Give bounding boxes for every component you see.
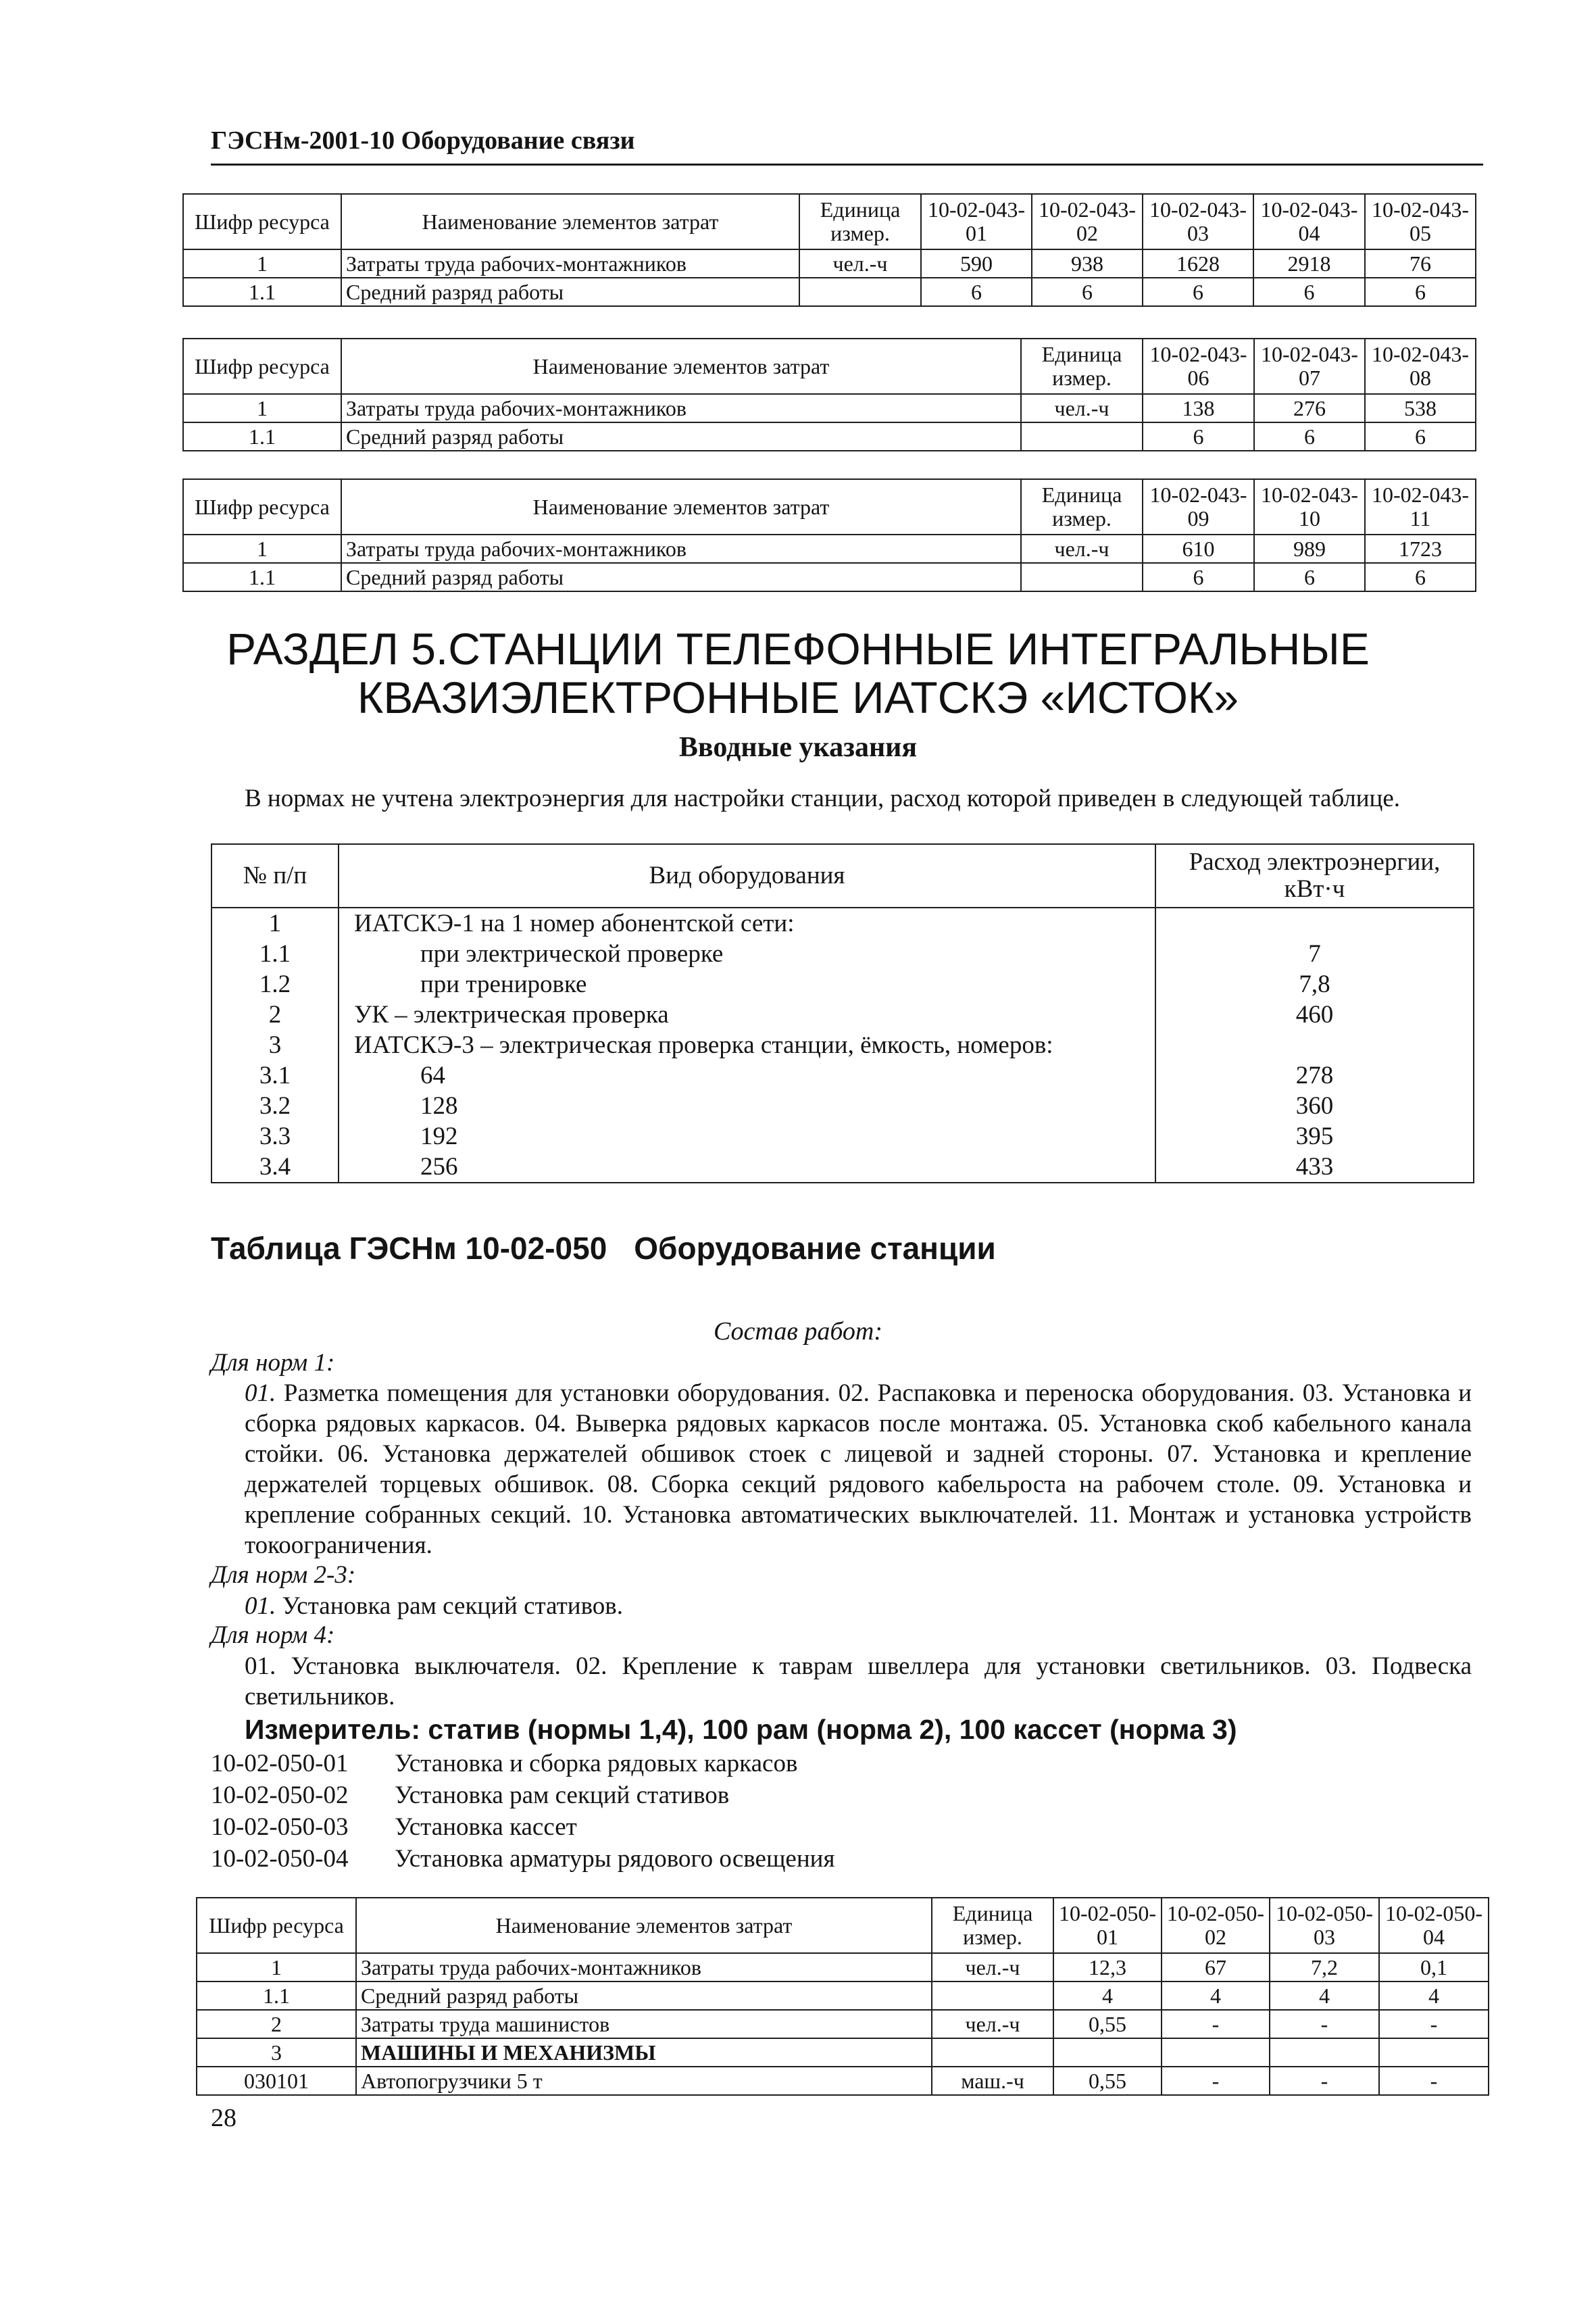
row-value: 610 bbox=[1143, 535, 1254, 563]
row-unit bbox=[932, 1981, 1053, 2010]
row-value: 0,55 bbox=[1053, 2010, 1162, 2038]
table-title-name: Оборудование станции bbox=[634, 1231, 996, 1266]
row-name: при тренировке bbox=[339, 969, 1155, 1000]
row-value: 6 bbox=[1143, 563, 1254, 591]
norm-code-text: Установка рам секций стативов bbox=[395, 1781, 730, 1809]
table-row bbox=[197, 1981, 1489, 2010]
row-value: - bbox=[1270, 2067, 1379, 2095]
header-column: 10-02-043-10 bbox=[1254, 479, 1365, 535]
row-value: 7,2 bbox=[1270, 1953, 1379, 1981]
row-name: Затраты труда машинистов bbox=[356, 2010, 932, 2038]
row-value: - bbox=[1162, 2010, 1270, 2038]
row-value: 6 bbox=[1032, 278, 1143, 306]
row-num: 2 bbox=[211, 1000, 339, 1030]
table-row bbox=[211, 1091, 1474, 1121]
row-value: 2918 bbox=[1253, 249, 1365, 278]
row-value: 6 bbox=[1365, 278, 1476, 306]
norm-group-first-num: 01. bbox=[245, 1592, 276, 1620]
norm-code-text: Установка арматуры рядового освещения bbox=[395, 1845, 835, 1873]
header-column: 10-02-043-06 bbox=[1143, 339, 1254, 394]
row-value: 7,8 bbox=[1155, 969, 1474, 1000]
header-column: 10-02-043-11 bbox=[1365, 479, 1476, 535]
row-num: 3 bbox=[211, 1030, 339, 1060]
row-unit: маш.-ч bbox=[932, 2067, 1053, 2095]
header-column: 10-02-050-03 bbox=[1270, 1898, 1379, 1953]
header-code: Шифр ресурса bbox=[183, 194, 341, 249]
row-name: МАШИНЫ И МЕХАНИЗМЫ bbox=[356, 2038, 932, 2067]
row-code: 2 bbox=[197, 2010, 356, 2038]
row-name: Затраты труда рабочих-монтажников bbox=[356, 1953, 932, 1981]
norm-code: 10-02-050-03 bbox=[211, 1813, 349, 1841]
header-consumption: Расход электроэнергии, кВт·ч bbox=[1155, 844, 1474, 908]
row-value: 6 bbox=[1365, 563, 1476, 591]
row-value: 6 bbox=[1143, 278, 1253, 306]
meter-line: Измеритель: статив (нормы 1,4), 100 рам (норма 2), 100 кассет (норма 3) bbox=[245, 1714, 1237, 1745]
row-value: 6 bbox=[1143, 422, 1254, 451]
header-code: Шифр ресурса bbox=[183, 339, 341, 394]
table-row bbox=[211, 908, 1474, 939]
row-name: 192 bbox=[339, 1121, 1155, 1152]
header-column: 10-02-043-05 bbox=[1365, 194, 1476, 249]
header-column: 10-02-043-07 bbox=[1254, 339, 1365, 394]
row-num: 1.2 bbox=[211, 969, 339, 1000]
row-value bbox=[1155, 1030, 1474, 1060]
row-value bbox=[1053, 2038, 1162, 2067]
table-row bbox=[183, 535, 1476, 563]
table-row bbox=[211, 1152, 1474, 1183]
row-value: 989 bbox=[1254, 535, 1365, 563]
norm-group-text bbox=[245, 1591, 1472, 1621]
row-unit: чел.-ч bbox=[932, 2010, 1053, 2038]
work-composition-title: Состав работ: bbox=[713, 1317, 883, 1346]
row-code: 1.1 bbox=[183, 563, 341, 591]
table-row bbox=[211, 969, 1474, 1000]
table-row bbox=[183, 278, 1476, 306]
table-row bbox=[211, 1121, 1474, 1152]
row-name: ИАТСКЭ-3 – электрическая проверка станции, ёмкость, номеров: bbox=[339, 1030, 1155, 1060]
section-title bbox=[0, 624, 1596, 722]
row-value: 4 bbox=[1379, 1981, 1489, 2010]
row-value: 6 bbox=[1253, 278, 1365, 306]
row-code: 030101 bbox=[197, 2067, 356, 2095]
header-column: 10-02-043-01 bbox=[921, 194, 1032, 249]
running-header: ГЭСНм-2001-10 Оборудование связи bbox=[211, 126, 635, 155]
header-name: Наименование элементов затрат bbox=[341, 194, 799, 249]
row-name: 128 bbox=[339, 1091, 1155, 1121]
section-title-line-2: КВАЗИЭЛЕКТРОННЫЕ ИАТСКЭ «ИСТОК» bbox=[357, 672, 1239, 722]
row-code: 1 bbox=[183, 535, 341, 563]
norm-group-label: Для норм 1: bbox=[211, 1349, 335, 1377]
row-value: - bbox=[1379, 2010, 1489, 2038]
row-value: 4 bbox=[1270, 1981, 1379, 2010]
norm-code-text: Установка и сборка рядовых каркасов bbox=[395, 1750, 798, 1777]
row-name: Затраты труда рабочих-монтажников bbox=[341, 394, 1021, 422]
row-code: 1 bbox=[183, 249, 341, 278]
row-value: 4 bbox=[1053, 1981, 1162, 2010]
norm-group-body: 01. Установка выключателя. 02. Крепление к таврам швеллера для установки светильников. 03. Подвеска светильников. bbox=[245, 1652, 1472, 1710]
row-name: при электрической проверке bbox=[339, 939, 1155, 969]
norm-group-body: Установка рам секций стативов. bbox=[276, 1592, 624, 1620]
row-value: 6 bbox=[1254, 422, 1365, 451]
table-row bbox=[197, 1953, 1489, 1981]
header-code: Шифр ресурса bbox=[197, 1898, 356, 1953]
row-code: 1.1 bbox=[183, 278, 341, 306]
resource-table-043-09-11 bbox=[182, 478, 1476, 592]
header-column: 10-02-050-02 bbox=[1162, 1898, 1270, 1953]
intro-title: Вводные указания bbox=[678, 732, 918, 763]
resource-table-043-01-05 bbox=[182, 193, 1476, 307]
header-rule bbox=[211, 164, 1483, 166]
table-row bbox=[211, 1030, 1474, 1060]
row-value: 433 bbox=[1155, 1152, 1474, 1183]
header-unit: Единица измер. bbox=[1021, 479, 1143, 535]
row-unit: чел.-ч bbox=[1021, 535, 1143, 563]
row-name: УК – электрическая проверка bbox=[339, 1000, 1155, 1030]
norm-group-first-num: 01. bbox=[245, 1379, 276, 1407]
row-value: 138 bbox=[1143, 394, 1254, 422]
table-title bbox=[211, 1230, 996, 1266]
table-row bbox=[211, 1060, 1474, 1091]
row-value: 67 bbox=[1162, 1953, 1270, 1981]
header-unit: Единица измер. bbox=[799, 194, 921, 249]
norm-code: 10-02-050-02 bbox=[211, 1781, 349, 1809]
norm-group-label: Для норм 4: bbox=[211, 1621, 335, 1649]
row-value: 6 bbox=[1254, 563, 1365, 591]
resource-table-043-06-08 bbox=[182, 338, 1476, 451]
row-num: 1.1 bbox=[211, 939, 339, 969]
norm-group-text bbox=[245, 1378, 1472, 1560]
row-value: 938 bbox=[1032, 249, 1143, 278]
row-value: 6 bbox=[1365, 422, 1476, 451]
norm-code: 10-02-050-01 bbox=[211, 1750, 349, 1777]
row-value: 0,55 bbox=[1053, 2067, 1162, 2095]
norm-code-row bbox=[211, 1844, 834, 1873]
row-value: 6 bbox=[921, 278, 1032, 306]
row-value: 0,1 bbox=[1379, 1953, 1489, 1981]
row-name: 256 bbox=[339, 1152, 1155, 1183]
header-name: Наименование элементов затрат bbox=[341, 339, 1021, 394]
row-name: Средний разряд работы bbox=[341, 563, 1021, 591]
row-value bbox=[1270, 2038, 1379, 2067]
row-num: 3.4 bbox=[211, 1152, 339, 1183]
norm-group-text bbox=[245, 1651, 1472, 1712]
row-value: 278 bbox=[1155, 1060, 1474, 1091]
row-unit bbox=[1021, 563, 1143, 591]
norm-code-text: Установка кассет bbox=[395, 1813, 577, 1841]
header-column: 10-02-043-08 bbox=[1365, 339, 1476, 394]
table-row bbox=[183, 394, 1476, 422]
header-unit: Единица измер. bbox=[932, 1898, 1053, 1953]
row-value: 590 bbox=[921, 249, 1032, 278]
row-name: Средний разряд работы bbox=[356, 1981, 932, 2010]
header-column: 10-02-043-04 bbox=[1253, 194, 1365, 249]
table-row bbox=[183, 422, 1476, 451]
norm-group-body: Разметка помещения для установки оборудования. 02. Распаковка и переноска оборудования. 03. Установка и сборка рядовых каркасов. 04. Выверка рядовых каркасов после монтажа. 05. Установка скоб кабельного канала стойки. 06. Установка держателей обшивок стоек с лицевой и задней стороны. 07. Установка и крепление держателей торцевых обшивок. 08. Сборка секций рядового кабельроста на рабочем столе. 09. Установка и крепление собранных секций. 10. Установка автоматических выключателей. 11. Монтаж и установка устройств токоограничения. bbox=[245, 1379, 1472, 1559]
table-row bbox=[211, 1000, 1474, 1030]
row-unit: чел.-ч bbox=[1021, 394, 1143, 422]
row-value: - bbox=[1162, 2067, 1270, 2095]
row-name: 64 bbox=[339, 1060, 1155, 1091]
row-unit bbox=[799, 278, 921, 306]
row-unit: чел.-ч bbox=[799, 249, 921, 278]
norm-group-label: Для норм 2-3: bbox=[211, 1561, 356, 1589]
row-num: 3.1 bbox=[211, 1060, 339, 1091]
row-name: ИАТСКЭ-1 на 1 номер абонентской сети: bbox=[339, 908, 1155, 939]
row-unit bbox=[1021, 422, 1143, 451]
row-unit bbox=[932, 2038, 1053, 2067]
row-value bbox=[1155, 908, 1474, 939]
row-value: 76 bbox=[1365, 249, 1476, 278]
row-value: 276 bbox=[1254, 394, 1365, 422]
page-number: 28 bbox=[211, 2104, 236, 2132]
row-value: 395 bbox=[1155, 1121, 1474, 1152]
row-name: Средний разряд работы bbox=[341, 278, 799, 306]
row-code: 1.1 bbox=[183, 422, 341, 451]
header-column: 10-02-043-09 bbox=[1143, 479, 1254, 535]
norm-code-row bbox=[211, 1813, 577, 1842]
row-name: Затраты труда рабочих-монтажников bbox=[341, 249, 799, 278]
row-value: - bbox=[1270, 2010, 1379, 2038]
row-name: Автопогрузчики 5 т bbox=[356, 2067, 932, 2095]
row-value bbox=[1379, 2038, 1489, 2067]
row-value: - bbox=[1379, 2067, 1489, 2095]
row-code: 1 bbox=[197, 1953, 356, 1981]
resource-table-050 bbox=[196, 1897, 1489, 2096]
header-unit: Единица измер. bbox=[1021, 339, 1143, 394]
row-value: 460 bbox=[1155, 1000, 1474, 1030]
norm-code-row bbox=[211, 1749, 797, 1778]
row-num: 3.2 bbox=[211, 1091, 339, 1121]
row-num: 3.3 bbox=[211, 1121, 339, 1152]
table-row bbox=[197, 2038, 1489, 2067]
header-code: Шифр ресурса bbox=[183, 479, 341, 535]
table-row bbox=[211, 939, 1474, 969]
row-num: 1 bbox=[211, 908, 339, 939]
row-code: 1 bbox=[183, 394, 341, 422]
row-value: 1723 bbox=[1365, 535, 1476, 563]
row-value: 1628 bbox=[1143, 249, 1253, 278]
table-row bbox=[197, 2067, 1489, 2095]
header-num: № п/п bbox=[211, 844, 339, 908]
intro-text: В нормах не учтена электроэнергия для настройки станции, расход которой приведен в следующей таблице. bbox=[245, 785, 1401, 812]
table-title-code: Таблица ГЭСНм 10-02-050 bbox=[211, 1231, 607, 1266]
row-value: 12,3 bbox=[1053, 1953, 1162, 1981]
row-value: 7 bbox=[1155, 939, 1474, 969]
norm-code-row bbox=[211, 1781, 729, 1810]
row-name: Затраты труда рабочих-монтажников bbox=[341, 535, 1021, 563]
row-code: 3 bbox=[197, 2038, 356, 2067]
table-row bbox=[183, 563, 1476, 591]
row-value: 4 bbox=[1162, 1981, 1270, 2010]
table-row bbox=[197, 2010, 1489, 2038]
header-column: 10-02-050-04 bbox=[1379, 1898, 1489, 1953]
row-unit: чел.-ч bbox=[932, 1953, 1053, 1981]
row-value: 538 bbox=[1365, 394, 1476, 422]
header-name: Наименование элементов затрат bbox=[341, 479, 1021, 535]
row-value bbox=[1162, 2038, 1270, 2067]
header-name: Наименование элементов затрат bbox=[356, 1898, 932, 1953]
header-column: 10-02-050-01 bbox=[1053, 1898, 1162, 1953]
header-type: Вид оборудования bbox=[339, 844, 1155, 908]
row-name: Средний разряд работы bbox=[341, 422, 1021, 451]
header-column: 10-02-043-03 bbox=[1143, 194, 1253, 249]
header-column: 10-02-043-02 bbox=[1032, 194, 1143, 249]
table-row bbox=[183, 249, 1476, 278]
norm-code: 10-02-050-04 bbox=[211, 1845, 349, 1873]
energy-consumption-table bbox=[211, 843, 1474, 1183]
row-value: 360 bbox=[1155, 1091, 1474, 1121]
row-code: 1.1 bbox=[197, 1981, 356, 2010]
section-title-line-1: РАЗДЕЛ 5.СТАНЦИИ ТЕЛЕФОННЫЕ ИНТЕГРАЛЬНЫЕ bbox=[226, 624, 1370, 674]
